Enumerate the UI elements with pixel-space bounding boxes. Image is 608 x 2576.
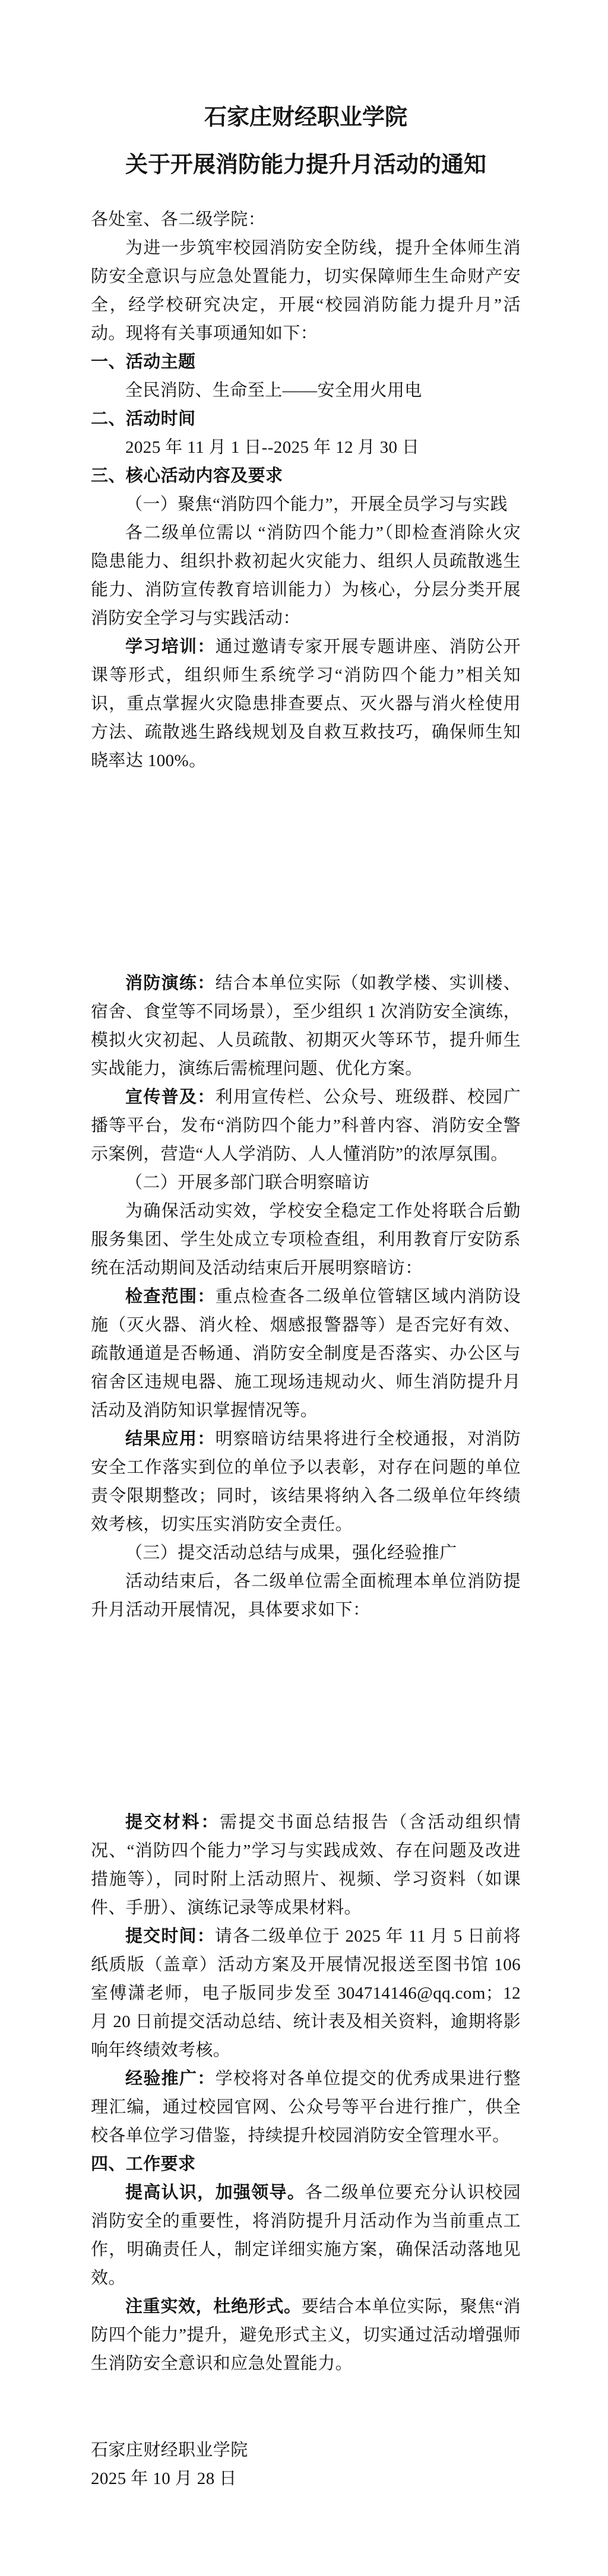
item-paragraph-awareness bbox=[91, 2178, 521, 2292]
item-text-inspection-scope: 重点检查各二级单位管辖区域内消防设施（灭火器、消火栓、烟感报警器等）是否完好有效、疏散通道是否畅通、消防安全制度是否落实、办公区与宿舍区违规电器、施工现场违规动火、师生消防提升月活动及消防知识掌握情况等。 bbox=[91, 1287, 521, 1420]
doc-body bbox=[91, 205, 521, 2493]
intro-paragraph: 为进一步筑牢校园消防安全防线，提升全体师生消防安全意识与应急处置能力，切实保障师生生命财产安全，经学校研究决定，开展“校园消防能力提升月”活动。现将有关事项通知如下： bbox=[91, 239, 521, 343]
item-paragraph-promotion bbox=[91, 2064, 521, 2150]
item-paragraph-deadline bbox=[91, 1922, 521, 2064]
salutation: 各处室、各二级学院： bbox=[91, 210, 266, 229]
item-lead-awareness: 提高认识，加强领导。 bbox=[125, 2183, 306, 2202]
item-lead-effectiveness: 注重实效，杜绝形式。 bbox=[125, 2297, 302, 2316]
item-lead-deadline: 提交时间： bbox=[125, 1927, 215, 1946]
doc-title-line2: 关于开展消防能力提升月活动的通知 bbox=[125, 153, 486, 177]
item-text-effectiveness: 要结合本单位实际，聚焦“消防四个能力”提升，避免形式主义，切实通过活动增强师生消防安全意识和应急处置能力。 bbox=[91, 2297, 521, 2373]
section-3-sub-3-paragraph: 活动结束后，各二级单位需全面梳理本单位消防提升月活动开展情况，具体要求如下： bbox=[91, 1572, 521, 1619]
item-text-result-use: 明察暗访结果将进行全校通报，对消防安全工作落实到位的单位予以表彰，对存在问题的单位责令限期整改；同时，该结果将纳入各二级单位年终绩效考核，切实压实消防安全责任。 bbox=[91, 1430, 521, 1534]
item-lead-training: 学习培训： bbox=[125, 637, 216, 656]
signature-org: 石家庄财经职业学院 bbox=[91, 2441, 248, 2460]
section-4-heading: 四、工作要求 bbox=[91, 2155, 196, 2174]
item-paragraph-result-use bbox=[91, 1425, 521, 1539]
item-paragraph-training bbox=[91, 633, 521, 775]
item-lead-materials: 提交材料： bbox=[125, 1813, 220, 1832]
signature-date: 2025 年 10 月 28 日 bbox=[91, 2469, 237, 2488]
page-break-gap-2 bbox=[91, 1624, 521, 1808]
section-3-sub-1-heading: （一）聚焦“消防四个能力”，开展全员学习与实践 bbox=[125, 495, 508, 514]
item-paragraph-publicity bbox=[91, 1083, 521, 1168]
item-text-publicity: 利用宣传栏、公众号、班级群、校园广播等平台，发布“消防四个能力”科普内容、消防安全警示案例，营造“人人学消防、人人懂消防”的浓厚氛围。 bbox=[91, 1088, 521, 1164]
item-text-deadline: 请各二级单位于 2025 年 11 月 5 日前将纸质版（盖章）活动方案及开展情况报送至图书馆 106 室傅潇老师，电子版同步发至 304714146@qq.com；12 月 20 日前提交活动总结、统计表及相关资料，逾期将影响年终绩效考核。 bbox=[91, 1927, 521, 2060]
item-paragraph-effectiveness bbox=[91, 2292, 521, 2378]
item-lead-inspection-scope: 检查范围： bbox=[125, 1287, 216, 1306]
item-lead-drill: 消防演练： bbox=[125, 974, 216, 993]
section-1-heading: 一、活动主题 bbox=[91, 352, 196, 371]
section-3-sub-3-heading: （三）提交活动总结与成果，强化经验推广 bbox=[125, 1543, 457, 1562]
section-3-sub-2-paragraph: 为确保活动实效，学校安全稳定工作处将联合后勤服务集团、学生处成立专项检查组，利用教育厅安防系统在活动期间及活动结束后开展明察暗访： bbox=[91, 1202, 521, 1278]
item-lead-promotion: 经验推广： bbox=[125, 2069, 216, 2088]
item-paragraph-materials bbox=[91, 1808, 521, 1922]
item-text-awareness: 各二级单位要充分认识校园消防安全的重要性，将消防提升月活动作为当前重点工作，明确责任人，制定详细实施方案，确保活动落地见效。 bbox=[91, 2183, 521, 2288]
doc-title-line1: 石家庄财经职业学院 bbox=[204, 105, 407, 130]
section-3-heading: 三、核心活动内容及要求 bbox=[91, 466, 283, 485]
item-lead-publicity: 宣传普及： bbox=[125, 1088, 216, 1107]
item-text-materials: 需提交书面总结报告（含活动组织情况、“消防四个能力”学习与实践成效、存在问题及改进措施等），同时附上活动照片、视频、学习资料（如课件、手册）、演练记录等成果材料。 bbox=[91, 1813, 521, 1917]
item-text-drill: 结合本单位实际（如教学楼、实训楼、宿舍、食堂等不同场景），至少组织 1 次消防安全演练，模拟火灾初起、人员疏散、初期灭火等环节，提升师生实战能力，演练后需梳理问题、优化方案。 bbox=[91, 974, 521, 1078]
section-2-heading: 二、活动时间 bbox=[91, 409, 196, 428]
item-lead-result-use: 结果应用： bbox=[125, 1430, 216, 1449]
section-1-body: 全民消防、生命至上——安全用火用电 bbox=[125, 381, 422, 400]
item-paragraph-drill bbox=[91, 969, 521, 1083]
item-paragraph-inspection-scope bbox=[91, 1282, 521, 1425]
item-text-training: 通过邀请专家开展专题讲座、消防公开课等形式，组织师生系统学习“消防四个能力”相关知识，重点掌握火灾隐患排查要点、灭火器与消火栓使用方法、疏散逃生路线规划及自救互救技巧，确保师生知晓率达 100%。 bbox=[91, 637, 521, 770]
page-break-gap-1 bbox=[91, 775, 521, 969]
section-2-body: 2025 年 11 月 1 日--2025 年 12 月 30 日 bbox=[125, 438, 420, 457]
signature-block bbox=[91, 2436, 521, 2493]
item-text-promotion: 学校将对各单位提交的优秀成果进行整理汇编，通过校园官网、公众号等平台进行推广，供全校各单位学习借鉴，持续提升校园消防安全管理水平。 bbox=[91, 2069, 521, 2145]
section-3-sub-1-paragraph: 各二级单位需以 “消防四个能力”（即检查消除火灾隐患能力、组织扑救初起火灾能力、组织人员疏散逃生能力、消防宣传教育培训能力）为核心，分层分类开展消防安全学习与实践活动： bbox=[91, 523, 521, 628]
section-3-sub-2-heading: （二）开展多部门联合明察暗访 bbox=[125, 1173, 370, 1192]
